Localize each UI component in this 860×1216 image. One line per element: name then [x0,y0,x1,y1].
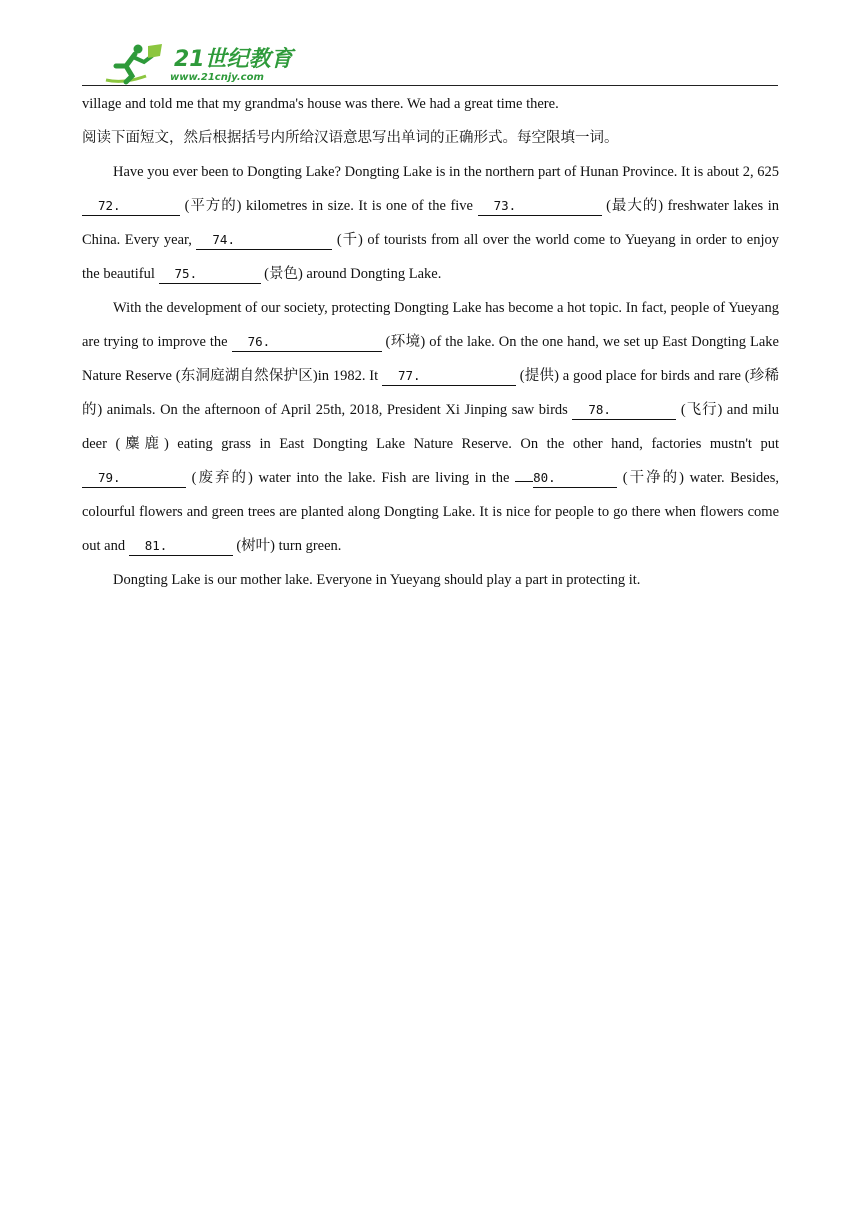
paragraph-text: (废弃的) water into the lake. Fish are living in the [186,470,516,486]
instruction: 阅读下面短文，然后根据括号内所给汉语意思写出单词的正确形式。每空限填一词。 [82,130,619,146]
blank-73[interactable]: 73. [478,197,602,216]
paragraph-3: Dongting Lake is our mother lake. Everyone in Yueyang should play a part in protecting it. [113,572,641,588]
paragraph-text: (提供) a good place for birds and rare (珍稀的) animals. On the afternoon of April 25th, 2018, President Xi Jinping saw birds [82,368,779,418]
paragraph-2 [82,291,779,563]
paragraph-text: (飞行) and milu deer (麋鹿) eating grass in East Dongting Lake Nature Reserve. On the other hand, factories mustn't put [82,402,779,452]
blank-72[interactable]: 72. [82,197,180,216]
document-body [82,87,779,597]
paragraph-text: (最大的) freshwater lakes in China. Every year, [82,198,779,248]
blank-80-start[interactable] [515,481,533,482]
blank-77[interactable]: 77. [382,367,516,386]
paragraph-text: (千) of tourists from all over the world come to Yueyang in order to enjoy the beautiful [82,232,779,282]
paragraph-text: (干净的) water. Besides, colourful flowers and green trees are planted along Dongting Lake. It is nice for people to go there when flowers come out and [82,470,779,554]
runner-logo-icon [102,42,172,86]
paragraph-text: (环境) of the lake. On the one hand, we set up East Dongting Lake Nature Reserve (东洞庭湖自然保护区)in 1982. It [82,334,779,384]
header-divider [82,85,778,86]
blank-75[interactable]: 75. [159,265,261,284]
paragraph-text: With the development of our society, protecting Dongting Lake has become a hot topic. In fact, people of Yueyang are trying to improve the [82,300,779,350]
blank-74[interactable]: 74. [196,231,332,250]
blank-81[interactable]: 81. [129,537,233,556]
intro-line: village and told me that my grandma's house was there. We had a great time there. [82,96,559,112]
blank-78[interactable]: 78. [572,401,676,420]
blank-79[interactable]: 79. [82,469,186,488]
logo-url: www.21cnjy.com [170,72,264,83]
blank-80[interactable]: 80. [533,469,617,488]
logo [102,42,293,86]
paragraph-text: (景色) around Dongting Lake. [260,266,442,282]
page-header [82,38,778,86]
paragraph-text: Have you ever been to Dongting Lake? Dongting Lake is in the northern part of Hunan Province. It is about 2, 625 [113,164,779,180]
logo-text: 21世纪教育 [174,47,293,72]
paragraph-text: (树叶) turn green. [232,538,342,554]
paragraph-text: (平方的) kilometres in size. It is one of the five [180,198,478,214]
paragraph-1 [82,155,779,291]
blank-76[interactable]: 76. [232,333,382,352]
